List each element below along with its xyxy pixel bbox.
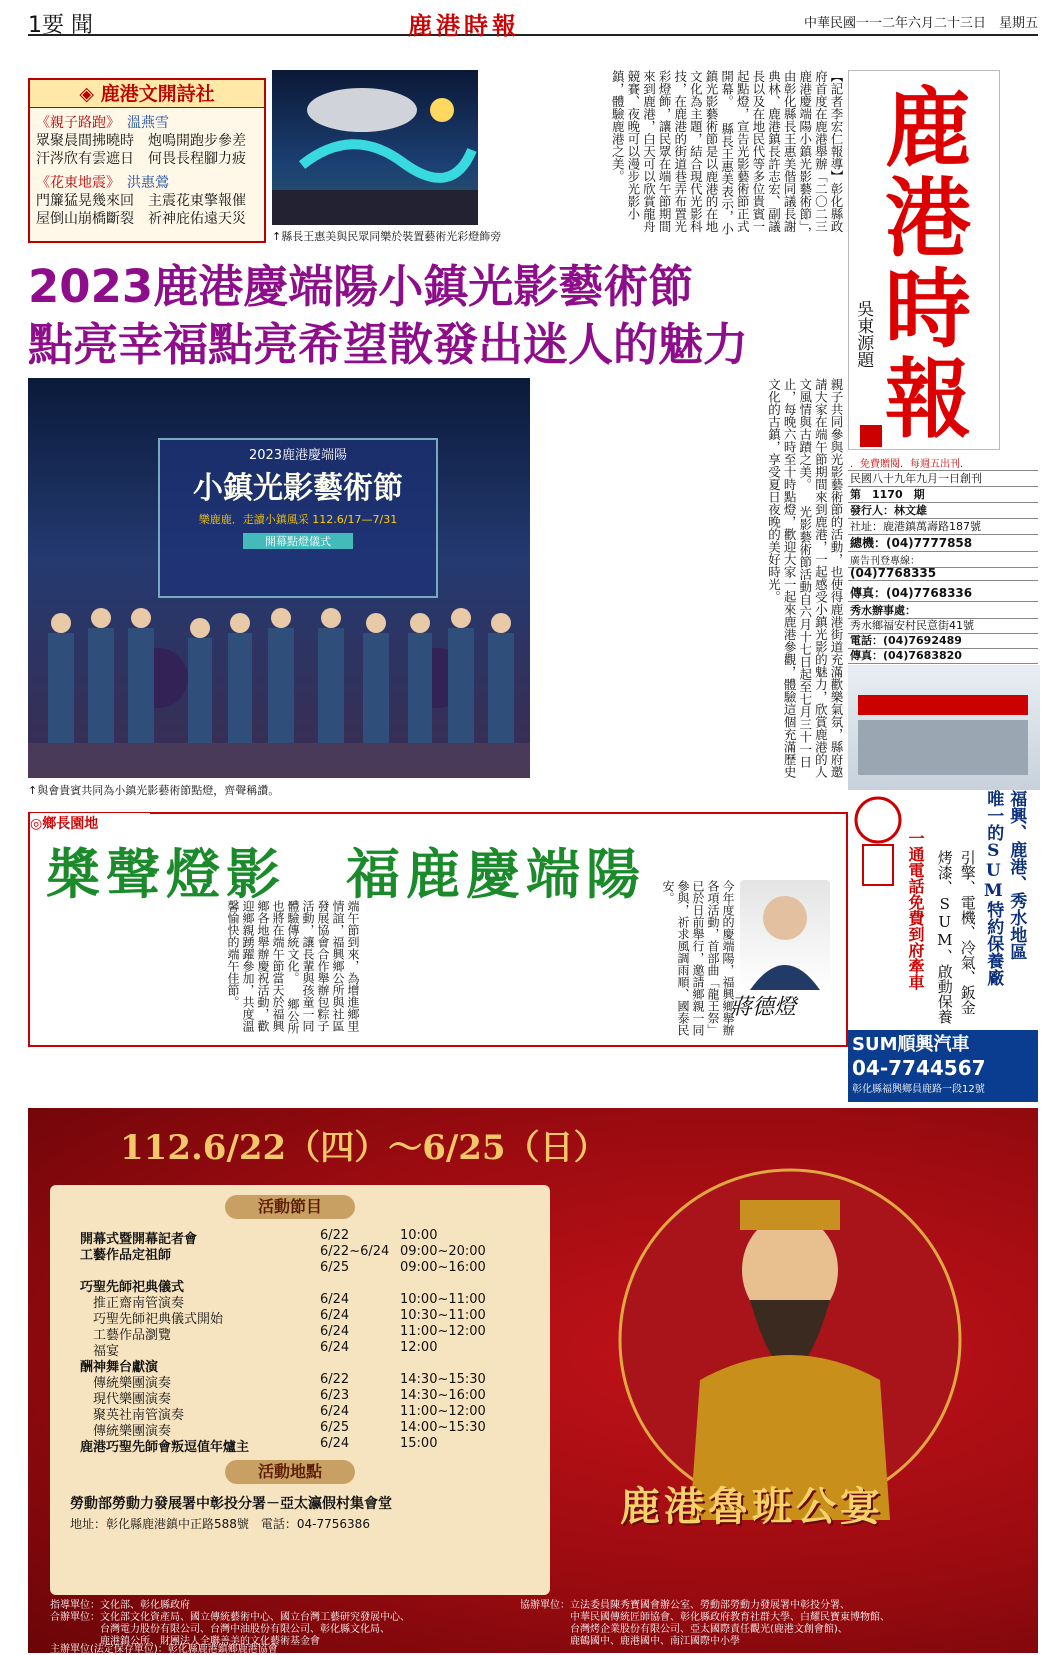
- schedule-name: 鹿港巧聖先師會叛逗值年爐主: [80, 1440, 250, 1455]
- masthead-char: 報: [885, 348, 971, 450]
- poem-line: 眾聚晨間拂曉時 炮鳴開跑步參差: [36, 133, 246, 149]
- schedule-time: 09:00~16:00: [400, 1260, 486, 1275]
- column-para: 端午節到來，為增進鄉里情誼，福興鄉公所與社區發展協會合作舉辦包粽子活動，讓長輩與孩童一同體驗傳統文化。: [286, 900, 360, 1032]
- organizer-line: 鹿鶴國中、鹿港國中、南江國際中小學: [520, 1636, 740, 1647]
- organizer-line: 協辦單位：立法委員陳秀寶國會辦公室、勞動部勞動力發展署中彰投分署、: [520, 1600, 850, 1611]
- event-banner: 鹿港魯班公宴: [620, 1483, 884, 1530]
- stage-ceremony-label: 開幕點燈儀式: [243, 533, 353, 549]
- poem-society-icon: ◈: [79, 83, 94, 105]
- poem-title-2: 《花東地震》 洪惠鶯: [36, 175, 169, 191]
- column-para: 今年度的慶端陽，福興鄉舉辦各項活動，首部曲「龍王祭」已於日前舉行，邀請鄉親一同參與，祈求風調雨順、國泰民安。: [661, 880, 735, 1036]
- sum-ad-line-2: 唯一的SUM特約保養廠: [983, 790, 1004, 986]
- event-location: 勞動部勞動力發展署中彰投分署－亞太瀛假村集會堂: [70, 1496, 392, 1512]
- schedule-time: 11:00~12:00: [400, 1404, 486, 1419]
- column-body-right: [610, 880, 735, 1040]
- masthead-publisher: 發行人：林文雄: [848, 502, 1038, 519]
- schedule-date: 6/25: [320, 1260, 350, 1275]
- organizer-line: 台灣烤企業股份有限公司、亞太國際責任觀光(鹿港文創會館)、: [520, 1624, 848, 1635]
- schedule-name: 傳統樂團演奏: [80, 1376, 172, 1391]
- organizer-host: 主辦單位(法定保存單位)：彰化縣鹿港鎮鄉鹿港協會: [50, 1644, 278, 1655]
- headline-line-1: 2023鹿港慶端陽小鎮光影藝術節: [28, 260, 694, 313]
- page-label: 1要 聞: [28, 13, 93, 38]
- sum-ad-name: SUM順興汽車: [852, 1034, 970, 1055]
- schedule-name: 聚英社南管演奏: [80, 1408, 185, 1423]
- stage-subtitle: 樂鹿鹿．走讀小鎮風采 112.6/17—7/31: [198, 513, 398, 526]
- poem-line: 門簾猛晃幾來回 主震花東擎報催: [36, 193, 246, 209]
- masthead-ad-tel: (04)7768335: [848, 566, 1038, 581]
- schedule-date: 6/24: [320, 1292, 350, 1307]
- article-1: [482, 70, 844, 242]
- masthead-founded: 民國八十九年九月一日創刊: [848, 470, 1038, 487]
- masthead-title: [880, 78, 976, 450]
- schedule-time: 11:00~12:00: [400, 1324, 486, 1339]
- masthead-tel: 總機：(04)7777858: [848, 534, 1038, 552]
- poem-title-1: 《親子路跑》 溫燕雪: [36, 115, 169, 131]
- lantern-illustration: [272, 70, 478, 225]
- column-title: 槳聲燈影 福鹿慶端陽: [46, 842, 646, 906]
- poem-line: 屋倒山崩橋斷裂 祈神庇佑遠天災: [36, 211, 246, 227]
- article-1-para: 縣長王惠美表示，小鎮光影藝術節是以鹿港的在地文化為主題，結合現代光影科技，在鹿港的街道巷弄布置光彩燈飾，讓民眾在端午節期間來到鹿港，白天可以欣賞龍舟競賽、夜晚可以漫步光影小鎮，體驗鹿港之美。: [610, 70, 735, 235]
- schedule-date: 6/24: [320, 1404, 350, 1419]
- organizer-line: 中華民國傳統匠師協會、彰化縣政府教育社群大學、白耀民寶東博物館、: [520, 1612, 890, 1623]
- organizer-line: 合辦單位：文化部文化資產局、國立傳統藝術中心、國立台灣工藝研究發展中心、: [50, 1612, 410, 1623]
- mayor-signature: 蔣德燈: [730, 995, 797, 1020]
- schedule-time: 09:00~20:00: [400, 1244, 486, 1259]
- schedule-date: 6/23: [320, 1388, 350, 1403]
- schedule-name: 工藝作品瀏覽: [80, 1328, 172, 1343]
- schedule-name: 推正齋南管演奏: [80, 1296, 185, 1311]
- organizers-right: [520, 1600, 990, 1648]
- article-1-para: 【記者李宏仁報導】彰化縣政府首度在鹿港舉辦「二〇二三鹿港慶端陽小鎮光影藝術節」，由彰化縣長王惠美偕同議長謝典林、鹿港鎮長許志宏、副議長以及在地民代等多位貴賓一起點燈，宣告光影藝術節正式開幕。: [719, 70, 844, 239]
- sum-mascot-icon: [848, 790, 908, 900]
- masthead-issue: 第 1170 期: [848, 486, 1038, 503]
- sum-garage-photo: [848, 665, 1040, 790]
- schedule-name: 巧聖先師祀典儀式: [80, 1280, 185, 1295]
- column-para: 鄉公所也將在端午節當天於福興鄉各地舉辦慶祝活動，歡迎鄉親踴躍參加，共度溫馨愉快的端午佳節。: [226, 900, 300, 1034]
- photo1-caption: ↑縣長王惠美與民眾同樂於裝置藝術光彩燈飾旁: [272, 230, 502, 243]
- stage-year-title: 2023鹿港慶端陽: [248, 448, 348, 463]
- sum-ad-address: 彰化縣福興鄉員鹿路一段12號: [852, 1084, 985, 1095]
- article-2: [536, 378, 844, 778]
- schedule-date: 6/22~6/24: [320, 1244, 390, 1259]
- sum-ad-line-5: 一通電話免費到府牽車: [906, 830, 925, 990]
- schedule-time: 10:00~11:00: [400, 1292, 486, 1307]
- header-logo: 鹿港時報: [408, 11, 520, 40]
- schedule-time: 12:00: [400, 1340, 438, 1355]
- schedule-name: 開幕式暨開幕記者會: [80, 1232, 198, 1247]
- office-label: 秀水辦事處：: [848, 602, 1038, 619]
- schedule-time: 14:30~16:00: [400, 1388, 486, 1403]
- stage-festival-title: 小鎮光影藝術節: [193, 471, 403, 506]
- masthead-ad-label: 廣告刊登專線：: [848, 552, 1038, 568]
- masthead-char: 時: [885, 258, 971, 360]
- masthead-address: 社址：鹿港鎮萬壽路187號: [848, 518, 1038, 535]
- schedule-date: 6/22: [320, 1372, 350, 1387]
- schedule-name: 福宴: [80, 1344, 120, 1359]
- schedule-name: 工藝作品定祖師: [80, 1248, 172, 1263]
- location-title: 活動地點: [225, 1460, 355, 1484]
- sum-ad-footer: [848, 1030, 1038, 1102]
- issue-date: 中華民國一一二年六月二十三日 星期五: [803, 16, 1038, 31]
- schedule-date: 6/24: [320, 1436, 350, 1451]
- masthead-slogan: ．免費贈閱．每週五出刊．: [848, 455, 1038, 471]
- column-tag: ◎鄉長園地: [30, 813, 150, 833]
- event-dates: 112.6/22（四）～6/25（日）: [120, 1128, 608, 1168]
- people-illustration: [28, 378, 530, 778]
- photo-opening-ceremony: [28, 378, 530, 778]
- office-fax: 傳真：(04)7683820: [848, 647, 1038, 664]
- schedule-name: 傳統樂團演奏: [80, 1424, 172, 1439]
- office-address: 秀水鄉福安村民意街41號: [848, 617, 1038, 634]
- poem-society: [30, 80, 264, 108]
- poem-box: [28, 78, 266, 243]
- schedule-date: 6/22: [320, 1228, 350, 1243]
- garage-building: [858, 720, 1028, 775]
- sum-ad-line-3: 引擎、電機、冷氣、鈑金: [958, 850, 977, 1015]
- article-2-para: 親子共同參與光影藝術節的活動，也使得鹿港街道充滿歡樂氣氛，縣府邀請大家在端午節期間來到鹿港，一起感受小鎮光影的魅力，欣賞鹿港的人文風情與古蹟之美。: [797, 378, 844, 778]
- sum-ad-line-1: 福興、鹿港、秀水地區: [1006, 790, 1027, 960]
- organizer-line: 台灣電力股份有限公司、台灣中油股份有限公司、彰化縣文化局、: [50, 1624, 390, 1635]
- sum-ad-line-4: 烤漆、SUM、啟動保養: [935, 850, 954, 1024]
- sum-ad-phone: 04-7744567: [852, 1056, 986, 1080]
- schedule-time: 10:30~11:00: [400, 1308, 486, 1323]
- masthead-char: 港: [885, 168, 971, 270]
- schedule-time: 15:00: [400, 1436, 438, 1451]
- schedule-name: 巧聖先師祀典儀式開始: [80, 1312, 224, 1327]
- poem-line: 汗涔欣有雲遮日 何畏長程腳力疲: [36, 151, 246, 167]
- headline-line-2: 點亮幸福點亮希望散發出迷人的魅力: [28, 318, 749, 371]
- organizer-line: 指導單位：文化部、彰化縣政府: [50, 1600, 190, 1611]
- masthead-char: 鹿: [885, 78, 971, 179]
- schedule-time: 14:00~15:30: [400, 1420, 486, 1435]
- schedule-name: 現代樂團演奏: [80, 1392, 172, 1407]
- column-body-left: [40, 900, 360, 1040]
- schedule-date: 6/24: [320, 1308, 350, 1323]
- schedule-title: 活動節目: [225, 1195, 355, 1219]
- schedule-time: 14:30~15:30: [400, 1372, 486, 1387]
- calligrapher-signature: 吳東源題: [853, 300, 874, 368]
- poem-society-name: 鹿港文開詩社: [100, 83, 215, 105]
- article-2-para: 光影藝術節活動自六月十七日起至七月三十一日止，每晚六時至十時點燈，歡迎大家一起來鹿港參觀，體驗這個充滿歷史文化的古鎮，享受夏日夜晚的美好時光。: [766, 378, 813, 778]
- photo2-caption: ↑與會貴賓共同為小鎮光影藝術節點燈，齊聲稱讚。: [28, 784, 280, 797]
- schedule-date: 6/25: [320, 1420, 350, 1435]
- masthead-fax: 傳真：(04)7768336: [848, 584, 1038, 602]
- mayor-portrait: [740, 880, 830, 990]
- organizer-line: 鹿港鎮公所、財團法人全聯善美的文化藝術基金會: [50, 1636, 320, 1647]
- photo-lantern-dragon: [272, 70, 478, 225]
- schedule-time: 10:00: [400, 1228, 438, 1243]
- event-address: 地址：彰化縣鹿港鎮中正路588號 電話：04-7756386: [70, 1517, 370, 1531]
- seal-stamp-icon: [860, 425, 882, 447]
- schedule-name: 酬神舞台獻演: [80, 1360, 159, 1375]
- page-header: [28, 6, 1038, 40]
- schedule-date: 6/24: [320, 1340, 350, 1355]
- garage-sign: [858, 695, 1028, 715]
- office-tel: 電話：(04)7692489: [848, 632, 1038, 649]
- schedule-date: 6/24: [320, 1324, 350, 1339]
